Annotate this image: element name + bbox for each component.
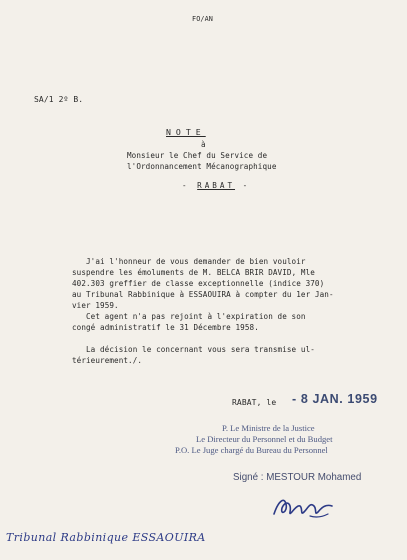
city-name: RABAT (197, 181, 236, 190)
body-line-3: 402.303 greffier de classe exceptionnelle (indice 370) (72, 279, 325, 288)
body-line-4: au Tribunal Rabbinique à ESSAOUIRA à compter du 1er Jan- (72, 290, 334, 299)
date-stamp: - 8 JAN. 1959 (292, 392, 378, 406)
typist-initials: FO/AN (192, 15, 213, 23)
body-line-1: J'ai l'honneur de vous demander de bien vouloir (86, 257, 306, 266)
body-line-8: La décision le concernant vous sera transmise ul- (86, 345, 315, 354)
body-line-9: térieurement./. (72, 356, 143, 365)
signature-line-2: Le Directeur du Personnel et du Budget (196, 434, 333, 444)
signature-line-1: P. Le Ministre de la Justice (222, 423, 315, 433)
note-title: NOTE (166, 127, 206, 137)
city-suffix: - (235, 181, 251, 190)
signed-by: Signé : MESTOUR Mohamed (233, 472, 362, 483)
reference-number: SA/1 2º B. (34, 95, 84, 104)
body-line-5: vier 1959. (72, 301, 119, 310)
addressee-line-2: l'Ordonnancement Mécanographique (127, 162, 277, 171)
handwritten-signature-icon (270, 490, 340, 524)
dateline-text: RABAT, le (232, 398, 277, 407)
body-line-6: Cet agent n'a pas rejoint à l'expiration de son (86, 312, 306, 321)
addressee-line-1: Monsieur le Chef du Service de (127, 151, 268, 160)
signature-line-3: P.O. Le Juge chargé du Bureau du Personnel (175, 445, 328, 455)
addressee-city (182, 180, 250, 191)
city-prefix: - (182, 181, 198, 190)
addressee-preposition: à (201, 140, 206, 149)
body-line-2: suspendre les émoluments de M. BELCA BRIR DAVID, Mle (72, 268, 315, 277)
handwritten-note: Tribunal Rabbinique ESSAOUIRA (6, 531, 206, 544)
body-line-7: congé administratif le 31 Décembre 1958. (72, 323, 259, 332)
